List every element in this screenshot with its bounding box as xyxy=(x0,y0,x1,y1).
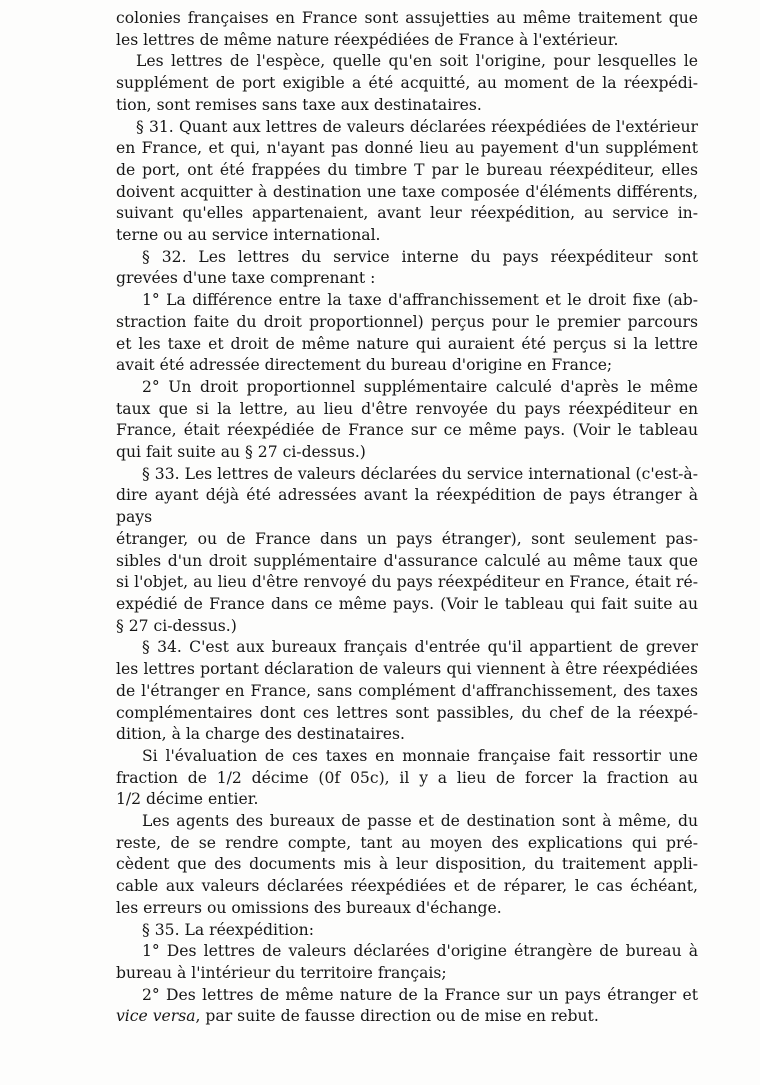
text-line: 1° Des lettres de valeurs déclarées d'origine étrangère de bureau à xyxy=(142,942,698,961)
text-line: terne ou au service international. xyxy=(116,226,381,245)
text-line: fraction de 1/2 décime (0f 05c), il y a lieu de forcer la fraction au xyxy=(116,768,698,787)
text-line: dire ayant déjà été adressées avant la réexpédition de pays étranger à pays xyxy=(116,486,698,527)
text-line: tion, sont remises sans taxe aux destinataires. xyxy=(116,95,482,114)
text-line: les lettres de même nature réexpédiées de France à l'extérieur. xyxy=(116,30,619,49)
text-line: de port, ont été frappées du timbre T par le bureau réexpéditeur, elles xyxy=(116,160,698,179)
text-line: 2° Des lettres de même nature de la France sur un pays étranger et xyxy=(142,985,698,1004)
text-line: dition, à la charge des destinataires. xyxy=(116,725,405,744)
text-line: supplément de port exigible a été acquitté, au moment de la réexpédi- xyxy=(116,74,698,93)
text-line: suivant qu'elles appartenaient, avant leur réexpédition, au service in- xyxy=(116,204,698,223)
text-line: 2° Un droit proportionnel supplémentaire calculé d'après le même xyxy=(142,377,698,396)
text-line: Les lettres de l'espèce, quelle qu'en soit l'origine, pour lesquelles le xyxy=(136,52,698,71)
text-line: Si l'évaluation de ces taxes en monnaie française fait ressortir une xyxy=(142,746,698,765)
text-line: de l'étranger en France, sans complément d'affranchissement, des taxes xyxy=(116,681,698,700)
text-line: les erreurs ou omissions des bureaux d'échange. xyxy=(116,898,502,917)
text-line: avait été adressée directement du bureau d'origine en France; xyxy=(116,356,613,375)
text-line: en France, et qui, n'ayant pas donné lieu au payement d'un supplément xyxy=(116,139,698,158)
text-line: taux que si la lettre, au lieu d'être renvoyée du pays réexpéditeur en xyxy=(116,399,698,418)
text-line: straction faite du droit proportionnel) perçus pour le premier parcours xyxy=(116,312,698,331)
text-line: § 31. Quant aux lettres de valeurs déclarées réexpédiées de l'extérieur xyxy=(136,117,698,136)
text-line: bureau à l'intérieur du territoire français; xyxy=(116,963,447,982)
text-line: expédié de France dans ce même pays. (Voir le tableau qui fait suite au xyxy=(116,594,698,613)
text-line: les lettres portant déclaration de valeurs qui viennent à être réexpédiées xyxy=(116,660,698,679)
text-line: étranger, ou de France dans un pays étranger), sont seulement pas- xyxy=(116,529,698,548)
text-line: vice versa, par suite de fausse direction ou de mise en rebut. xyxy=(116,1007,599,1026)
text-line: France, était réexpédiée de France sur ce même pays. (Voir le tableau xyxy=(116,421,698,440)
document-body xyxy=(116,8,698,1028)
text-line: cèdent que des documents mis à leur disposition, du traitement appli- xyxy=(116,855,698,874)
text-line: § 32. Les lettres du service interne du pays réexpéditeur sont xyxy=(142,247,698,266)
text-line: sibles d'un droit supplémentaire d'assurance calculé au même taux que xyxy=(116,551,698,570)
text-line: 1/2 décime entier. xyxy=(116,790,259,809)
text-line: § 33. Les lettres de valeurs déclarées du service international (c'est-à- xyxy=(142,464,698,483)
text-line: qui fait suite au § 27 ci-dessus.) xyxy=(116,443,366,462)
text-line: reste, de se rendre compte, tant au moyen des explications qui pré- xyxy=(116,833,698,852)
text-line: Les agents des bureaux de passe et de destination sont à même, du xyxy=(142,812,698,831)
text-line: si l'objet, au lieu d'être renvoyé du pays réexpéditeur en France, était ré- xyxy=(116,573,698,592)
text-line: et les taxe et droit de même nature qui auraient été perçus si la lettre xyxy=(116,334,698,353)
text-line: § 27 ci-dessus.) xyxy=(116,616,237,635)
text-line: 1° La différence entre la taxe d'affranchissement et le droit fixe (ab- xyxy=(142,291,698,310)
text-line: complémentaires dont ces lettres sont passibles, du chef de la réexpé- xyxy=(116,703,698,722)
text-line: § 35. La réexpédition: xyxy=(142,920,314,939)
text-line: colonies françaises en France sont assujetties au même traitement que xyxy=(116,9,698,27)
text-line: cable aux valeurs déclarées réexpédiées et de réparer, le cas échéant, xyxy=(116,877,698,896)
text-line: § 34. C'est aux bureaux français d'entrée qu'il appartient de grever xyxy=(142,638,698,657)
text-line: grevées d'une taxe comprenant : xyxy=(116,269,376,288)
text-line: doivent acquitter à destination une taxe composée d'éléments différents, xyxy=(116,182,698,201)
